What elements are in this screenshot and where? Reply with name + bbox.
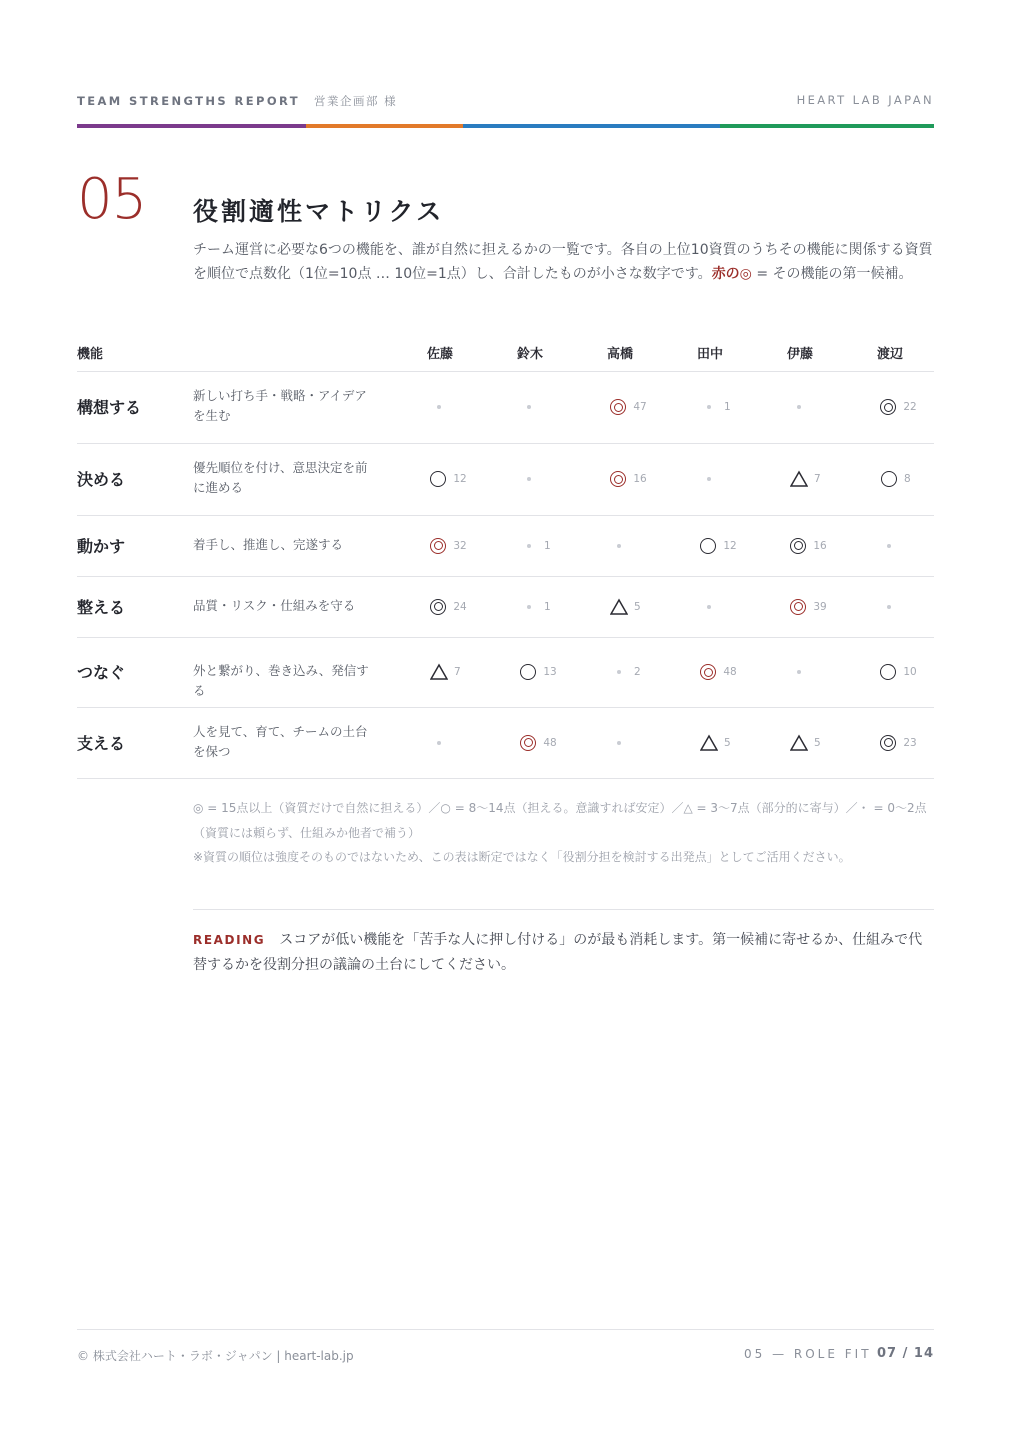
double-circle-icon [789,537,807,555]
matrix-cell [493,467,583,491]
row-divider [77,576,934,577]
footer-copyright: © 株式会社ハート・ラボ・ジャパン | heart-lab.jp [77,1349,354,1363]
dot-mark-icon [610,537,628,555]
matrix-cell [763,731,853,755]
function-description: 着手し、推進し、完遂する [193,536,344,552]
cell-score: 24 [453,600,467,613]
brand-name: HEART LAB JAPAN [796,93,934,107]
member-header: 鈴木 [516,347,543,362]
rule-segment-green [720,124,934,128]
cell-score: 1 [544,600,551,613]
cell-score: 32 [453,539,467,552]
cell-score: 7 [454,666,461,678]
matrix-cell [403,595,493,619]
dot-mark-icon [520,537,538,555]
dot-mark-icon [610,734,628,752]
member-header: 佐藤 [426,347,453,362]
matrix-cell [403,731,493,755]
cell-score: 1 [724,401,731,413]
matrix-cell [853,395,943,419]
function-description: 新しい打ち手・戦略・アイデアを生む [193,388,367,423]
reading-divider [193,909,934,910]
dot-mark-icon [790,663,808,681]
member-header: 渡辺 [876,347,903,362]
row-divider [77,443,934,444]
intro-text-end: = その機能の第一候補。 [751,266,913,282]
double-circle-icon [879,734,897,752]
rule-segment-orange [306,124,463,128]
function-name: 決める [77,470,126,489]
double-circle-red-icon [609,398,627,416]
cell-score: 39 [813,600,827,613]
matrix-cell [673,660,763,684]
client-name: 営業企画部 様 [314,94,398,108]
page-number: 07 / 14 [877,1346,934,1361]
double-circle-red-icon [429,537,447,555]
matrix-cell [493,534,583,558]
matrix-cell [493,395,583,419]
circle-mark-icon [429,470,447,488]
member-header: 高橋 [606,347,633,362]
function-description: 品質・リスク・仕組みを守る [193,597,356,613]
matrix-cell [763,660,853,684]
matrix-cell [673,467,763,491]
cell-score: 5 [634,600,641,613]
member-header: 伊藤 [786,347,813,362]
function-description: 外と繋がり、巻き込み、発信する [193,663,369,698]
matrix-cell [583,731,673,755]
legend-note: ※資質の順位は強度そのものではないため、この表は断定ではなく「役割分担を検討する出発点」としてご活用ください。 [193,850,851,864]
cell-score: 48 [543,736,557,749]
matrix-cell [763,595,853,619]
reading-text: スコアが低い機能を「苦手な人に押し付ける」のが最も消耗します。第一候補に寄せるか、仕組みで代替するかを役割分担の議論の土台にしてください。 [193,932,923,973]
section-title: 役割適性マトリクス [193,197,445,226]
rule-segment-blue [463,124,720,128]
matrix-cell [763,467,853,491]
matrix-cell [403,660,493,684]
matrix-cell [583,534,673,558]
matrix-cell [493,660,583,684]
cell-score: 16 [813,539,827,552]
double-circle-red-icon [609,470,627,488]
section-number: 05 [77,167,147,232]
row-divider [77,707,934,708]
matrix-cell [493,595,583,619]
intro-highlight: 赤の◎ [711,266,752,282]
circle-mark-icon [880,470,898,488]
matrix-cell [673,395,763,419]
footer-divider [77,1329,934,1330]
triangle-mark-icon [610,598,628,616]
cell-score: 22 [903,401,917,413]
matrix-cell [493,731,583,755]
function-column-header: 機能 [77,347,104,362]
cell-score: 2 [634,666,641,678]
cell-score: 8 [904,473,911,485]
row-divider [77,637,934,638]
matrix-cell [853,731,943,755]
row-divider [77,515,934,516]
matrix-cell [583,395,673,419]
function-name: 支える [77,733,126,753]
dot-mark-icon [790,398,808,416]
circle-mark-icon [699,537,717,555]
footer-section-label: 05 — ROLE FIT [744,1347,872,1361]
cell-score: 23 [903,736,917,749]
double-circle-red-icon [519,734,537,752]
cell-score: 1 [544,539,551,552]
circle-mark-icon [879,663,897,681]
matrix-cell [583,595,673,619]
cell-score: 7 [814,473,821,485]
dot-mark-icon [880,598,898,616]
dot-mark-icon [700,470,718,488]
row-divider [77,778,934,779]
dot-mark-icon [520,598,538,616]
dot-mark-icon [430,734,448,752]
matrix-cell [853,660,943,684]
circle-mark-icon [519,663,537,681]
cell-score: 5 [724,736,731,749]
matrix-cell [853,467,943,491]
triangle-mark-icon [790,734,808,752]
function-description: 人を見て、育て、チームの土台を保つ [193,723,368,759]
triangle-mark-icon [430,663,448,681]
matrix-cell [403,395,493,419]
matrix-cell [763,395,853,419]
cell-score: 12 [453,473,467,485]
function-name: 整える [77,597,126,617]
cell-score: 47 [633,401,647,413]
cell-score: 16 [633,473,647,485]
matrix-cell [403,467,493,491]
matrix-cell [763,534,853,558]
header-color-rule [77,124,934,128]
dot-mark-icon [700,398,718,416]
intro-text: チーム運営に必要な6つの機能を、誰が自然に担えるかの一覧です。各自の上位10資質のうちその機能に関係する資質を順位で点数化（1位=10点 … 10位=1点）し、合計したものが小さな数字です。 [193,242,933,282]
reading-block [193,928,934,978]
dot-mark-icon [520,470,538,488]
matrix-cell [583,660,673,684]
matrix-cell [403,534,493,558]
member-header: 田中 [696,347,723,362]
report-title [77,93,397,109]
double-circle-red-icon [699,663,717,681]
triangle-mark-icon [790,470,808,488]
table-header-divider [77,371,934,372]
dot-mark-icon [700,598,718,616]
double-circle-icon [429,598,447,616]
rule-segment-purple [77,124,306,128]
function-name: つなぐ [77,663,126,682]
section-intro [193,238,933,286]
dot-mark-icon [430,398,448,416]
double-circle-icon [879,398,897,416]
function-description: 優先順位を付け、意思決定を前に進める [193,460,368,495]
function-name: 動かす [77,536,126,556]
matrix-cell [853,534,943,558]
dot-mark-icon [880,537,898,555]
legend-scale: ◎ = 15点以上（資質だけで自然に担える）／○ = 8〜14点（担える。意識すれば安定）／△ = 3〜7点（部分的に寄与）／・ = 0〜2点（資質には頼らず、仕組みか他者で補う） [193,801,927,840]
matrix-cell [673,595,763,619]
cell-score: 5 [814,736,821,749]
double-circle-red-icon [789,598,807,616]
function-name: 構想する [77,398,142,417]
matrix-cell [673,731,763,755]
dot-mark-icon [520,398,538,416]
triangle-mark-icon [700,734,718,752]
cell-score: 48 [723,666,737,678]
dot-mark-icon [610,663,628,681]
report-title-text: TEAM STRENGTHS REPORT [77,94,301,108]
matrix-cell [673,534,763,558]
reading-tag: READING [193,933,266,947]
cell-score: 10 [903,666,917,678]
cell-score: 12 [723,539,737,552]
matrix-cell [853,595,943,619]
cell-score: 13 [543,666,557,678]
matrix-cell [583,467,673,491]
